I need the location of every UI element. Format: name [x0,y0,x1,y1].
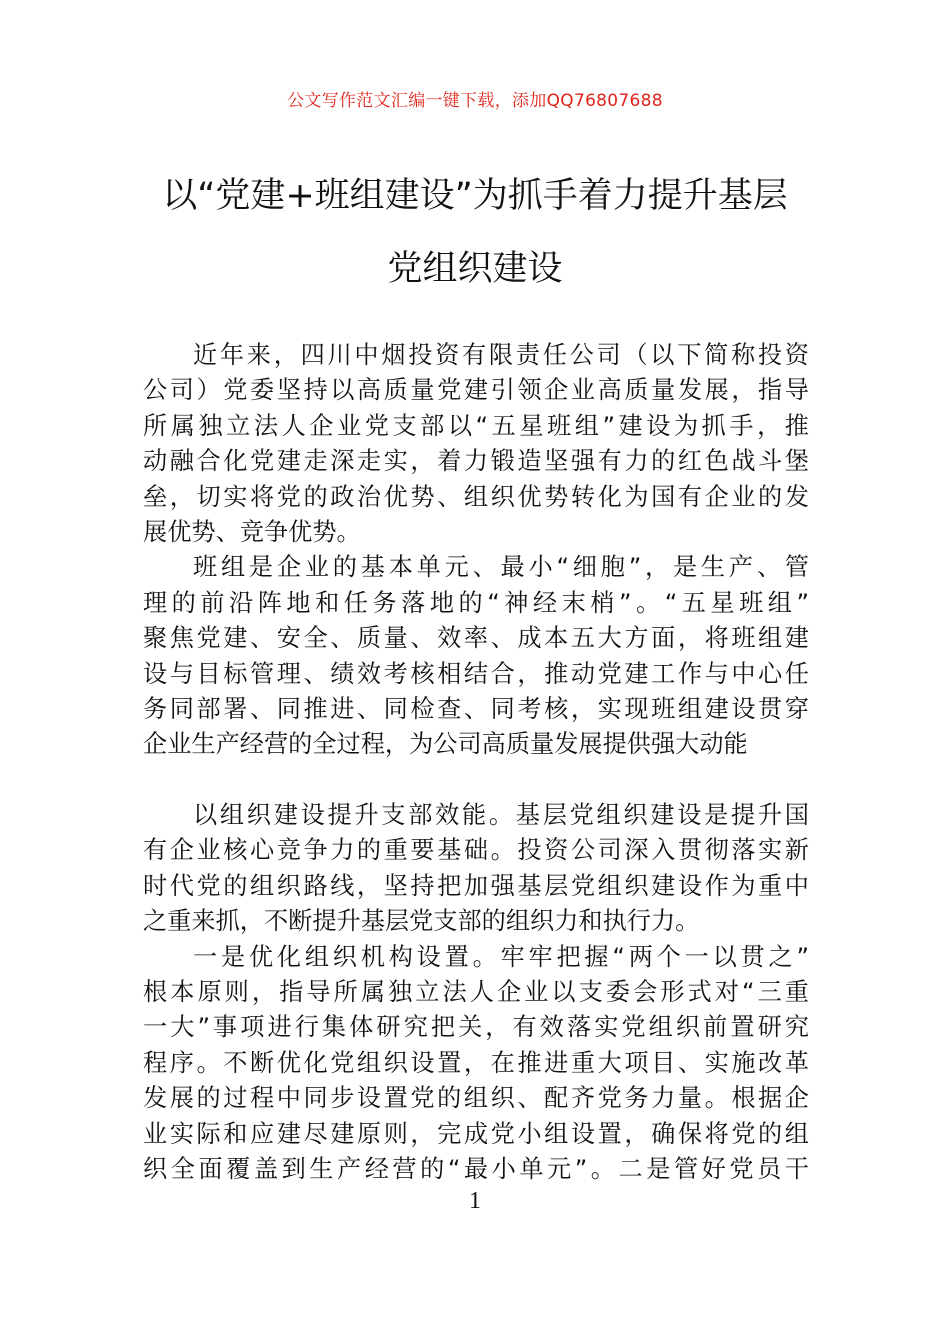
paragraph-4-line: 业实际和应建尽建原则，完成党小组设置，确保将党的组 [143,1119,809,1148]
paragraph-2-line: 聚焦党建、安全、质量、效率、成本五大方面，将班组建 [143,624,809,653]
paragraph-2-line: 理的前沿阵地和任务落地的“神经末梢”。“五星班组” [143,588,809,617]
paragraph-4-line: 程序。不断优化党组织设置，在推进重大项目、实施改革 [143,1048,809,1077]
paragraph-4-line: 一大”事项进行集体研究把关，有效落实党组织前置研究 [143,1013,809,1042]
paragraph-2-line: 务同部署、同推进、同检查、同考核，实现班组建设贯穿 [143,694,809,723]
paragraph-1-line: 动融合化党建走深走实，着力锻造坚强有力的红色战斗堡 [143,447,809,476]
paragraph-1-line: 公司）党委坚持以高质量党建引领企业高质量发展，指导 [143,376,809,405]
paragraph-2-line: 企业生产经营的全过程，为公司高质量发展提供强大动能 [143,730,748,759]
paragraph-1-line: 垒，切实将党的政治优势、组织优势转化为国有企业的发 [143,482,809,511]
paragraph-3-line: 之重来抓，不断提升基层党支部的组织力和执行力。 [143,907,700,936]
paragraph-4-line: 根本原则，指导所属独立法人企业以支委会形式对“三重 [143,978,809,1007]
paragraph-4-line: 一是优化组织机构设置。牢牢把握“两个一以贯之” [193,942,809,971]
paragraph-1-line: 近年来，四川中烟投资有限责任公司（以下简称投资 [193,341,809,369]
page-number: 1 [469,1188,481,1214]
paragraph-3-line: 以组织建设提升支部效能。基层党组织建设是提升国 [193,801,809,830]
paragraph-2-line: 班组是企业的基本单元、最小“细胞”，是生产、管 [193,553,809,582]
header-note: 公文写作范文汇编一键下载，添加QQ76807688 [287,91,663,111]
paragraph-3-line: 有企业核心竞争力的重要基础。投资公司深入贯彻落实新 [143,836,809,865]
paragraph-4-line: 发展的过程中同步设置党的组织、配齐党务力量。根据企 [143,1084,809,1113]
blank-line [143,763,809,798]
paragraph-1-line: 展优势、竞争优势。 [143,517,361,546]
paragraph-3-line: 时代党的组织路线，坚持把加强基层党组织建设作为重中 [143,871,809,900]
document-body [143,338,809,1187]
document-title-line-1: 以“党建+班组建设”为抓手着力提升基层 [162,176,788,216]
document-title-line-2: 党组织建设 [387,249,563,289]
paragraph-1-line: 所属独立法人企业党支部以“五星班组”建设为抓手，推 [143,411,809,440]
paragraph-4-line: 织全面覆盖到生产经营的“最小单元”。二是管好党员干 [143,1154,809,1183]
paragraph-2-line: 设与目标管理、绩效考核相结合，推动党建工作与中心任 [143,659,809,688]
